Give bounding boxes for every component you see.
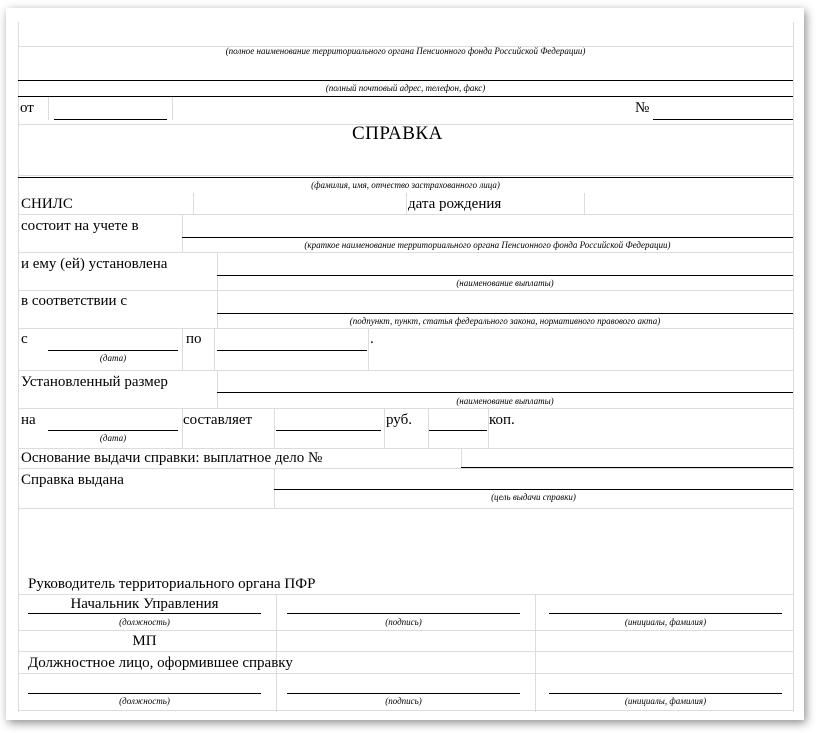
- from-date-field[interactable]: [54, 119, 167, 120]
- grid-line: [18, 651, 793, 652]
- official-signature-caption: (подпись): [385, 696, 422, 706]
- payment-name-caption: (наименование выплаты): [456, 278, 554, 288]
- to-date-label: по: [186, 331, 202, 347]
- legal-basis-caption: (подпункт, пункт, статья федерального закона, нормативного правового акта): [349, 316, 661, 326]
- from-label: от: [20, 100, 34, 116]
- on-date-label: на: [21, 412, 36, 428]
- amount-date-field[interactable]: [48, 430, 178, 431]
- period-end-field[interactable]: [217, 350, 367, 351]
- kop-field[interactable]: [429, 430, 487, 431]
- document-title: СПРАВКА: [352, 123, 443, 144]
- issued-label: Справка выдана: [21, 472, 124, 488]
- rub-field[interactable]: [276, 430, 381, 431]
- from-date-label: с: [21, 331, 28, 347]
- official-position-caption: (должность): [119, 696, 170, 706]
- case-number-field[interactable]: [461, 467, 793, 468]
- grid-line: [18, 508, 793, 509]
- grid-line: [193, 193, 194, 215]
- grid-line: [274, 408, 275, 448]
- payment-name-field[interactable]: [217, 275, 793, 276]
- grid-line: [276, 594, 277, 712]
- grid-line: [18, 175, 793, 176]
- stamp-label: МП: [132, 633, 157, 649]
- registered-at-label: состоит на учете в: [21, 218, 139, 234]
- period-start-field[interactable]: [48, 350, 178, 351]
- grid-line: [18, 673, 793, 674]
- pfr-full-name-caption: (полное наименование территориального органа Пенсионного фонда Российской Федерации): [225, 46, 586, 56]
- number-field[interactable]: [653, 119, 793, 120]
- grid-line: [535, 594, 536, 712]
- grid-line: [18, 328, 793, 329]
- amounts-to-label: составляет: [183, 412, 253, 428]
- grid-line: [182, 328, 183, 370]
- grid-line: [368, 328, 369, 370]
- grid-line: [18, 594, 793, 595]
- grid-line: [18, 370, 793, 371]
- purpose-caption: (цель выдачи справки): [491, 492, 576, 502]
- snils-label: СНИЛС: [21, 196, 73, 212]
- grid-line: [18, 408, 793, 409]
- grid-line: [214, 328, 215, 370]
- grid-line: [18, 22, 19, 712]
- grid-line: [172, 96, 173, 120]
- grid-line: [406, 193, 407, 215]
- grid-line: [384, 408, 385, 448]
- head-initials-field[interactable]: [549, 613, 782, 614]
- basis-label: Основание выдачи справки: выплатное дело №: [21, 450, 323, 466]
- head-signature-field[interactable]: [287, 613, 520, 614]
- grid-line: [18, 710, 793, 711]
- grid-line: [584, 193, 585, 215]
- head-initials-caption: (инициалы, фамилия): [624, 617, 707, 627]
- birth-date-label: дата рождения: [408, 196, 502, 212]
- grid-line: [48, 96, 49, 120]
- kop-label: коп.: [489, 412, 515, 428]
- grid-line: [428, 408, 429, 448]
- official-initials-caption: (инициалы, фамилия): [624, 696, 707, 706]
- amount-date-caption: (дата): [99, 433, 127, 443]
- amount-payment-name-caption: (наименование выплаты): [456, 396, 554, 406]
- head-position-caption: (должность): [119, 617, 170, 627]
- head-position-value: Начальник Управления: [70, 596, 219, 612]
- according-to-label: в соответствии с: [21, 293, 127, 309]
- amount-payment-name-field[interactable]: [217, 392, 793, 393]
- official-initials-field[interactable]: [549, 693, 782, 694]
- grid-line: [18, 448, 793, 449]
- number-label: №: [635, 100, 650, 116]
- pfr-short-name-field[interactable]: [182, 237, 793, 238]
- official-signature-field[interactable]: [287, 693, 520, 694]
- insured-name-caption: (фамилия, имя, отчество застрахованного лица): [311, 180, 500, 190]
- postal-address-caption: (полный почтовый адрес, телефон, факс): [325, 83, 486, 93]
- legal-basis-field[interactable]: [217, 313, 793, 314]
- established-amount-label: Установленный размер: [21, 374, 168, 390]
- head-label: Руководитель территориального органа ПФР: [28, 576, 316, 592]
- pfr-full-name-field[interactable]: [18, 80, 793, 81]
- postal-address-field[interactable]: [18, 96, 793, 97]
- period-end-dot: .: [370, 331, 374, 347]
- purpose-field[interactable]: [274, 489, 793, 490]
- head-position-line: [28, 613, 261, 614]
- grid-line: [793, 22, 794, 712]
- period-start-caption: (дата): [99, 353, 127, 363]
- grid-line: [18, 252, 793, 253]
- official-label: Должностное лицо, оформившее справку: [28, 655, 293, 671]
- certificate-form: [6, 8, 804, 720]
- pfr-short-name-caption: (краткое наименование территориального органа Пенсионного фонда Российской Федерации): [304, 240, 671, 250]
- grid-line: [18, 290, 793, 291]
- grid-line: [18, 468, 793, 469]
- grid-line: [461, 448, 462, 468]
- official-position-field[interactable]: [28, 693, 261, 694]
- established-label: и ему (ей) установлена: [21, 256, 168, 272]
- insured-name-field[interactable]: [18, 177, 793, 178]
- head-signature-caption: (подпись): [385, 617, 422, 627]
- grid-line: [18, 630, 793, 631]
- rub-label: руб.: [386, 412, 412, 428]
